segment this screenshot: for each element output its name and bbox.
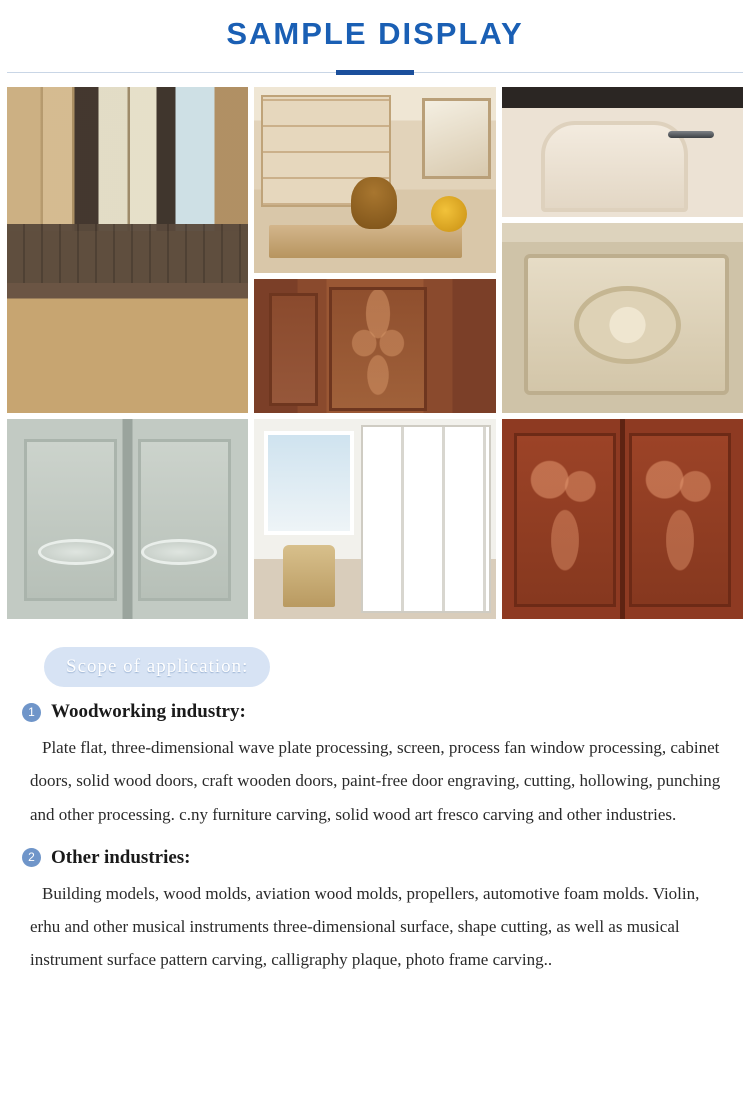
kitchen-lattice-panel: [108, 309, 171, 394]
scope-item-number: 1: [22, 703, 41, 722]
scope-badge: Scope of application:: [44, 647, 270, 687]
gallery-row-top: [7, 87, 743, 413]
page-title: SAMPLE DISPLAY: [226, 16, 524, 51]
grey-double-door-photo: [7, 419, 248, 619]
carved-dark-wood-door-photo: [254, 279, 496, 413]
kitchen-cabinet-photo: [7, 87, 248, 413]
grape-carved-door-photo: [502, 419, 743, 619]
gallery-middle-column: [254, 87, 496, 413]
sample-gallery: [0, 75, 750, 619]
scope-item-header: [22, 701, 728, 723]
teddy-bear: [351, 177, 397, 229]
scope-item-number: 2: [22, 848, 41, 867]
scope-section: [0, 625, 750, 1022]
study-room-photo: [254, 87, 496, 273]
carved-medallion-right: [141, 539, 217, 565]
carved-medallion-left: [38, 539, 114, 565]
scope-item-title: Other industries:: [51, 846, 191, 868]
gallery-row-bottom: [7, 419, 743, 619]
scope-item: [22, 701, 728, 830]
door-handle: [668, 131, 714, 138]
oval-carved-panel-photo: [502, 223, 743, 413]
study-desk: [269, 225, 463, 258]
title-divider: [0, 70, 750, 75]
title-divider-accent: [336, 70, 414, 75]
scope-item-body: Building models, wood molds, aviation wood molds, propellers, automotive foam molds. Violin, erhu and other musical instruments three-dimensional surface, shape cutting, as well as musical instrument surface pattern carving, calligraphy plaque, photo frame carving..: [30, 883, 700, 969]
white-wardrobe-room-photo: [254, 419, 496, 619]
page-header: [0, 0, 750, 75]
scope-item-body: Plate flat, three-dimensional wave plate processing, screen, process fan window processing, cabinet doors, solid wood doors, craft wooden doors, paint-free door engraving, cutting, hollowing, punching and other processing. c.ny furniture carving, solid wood art fresco carving and other industries.: [30, 738, 721, 824]
gallery-right-column: [502, 87, 743, 413]
wooden-chair: [283, 545, 335, 607]
kitchen-tile-wall: [7, 224, 248, 289]
scope-item-title: Woodworking industry:: [51, 701, 246, 723]
scope-item: [22, 847, 728, 976]
scope-item-header: [22, 847, 728, 869]
cream-cabinet-door-photo: [502, 87, 743, 217]
